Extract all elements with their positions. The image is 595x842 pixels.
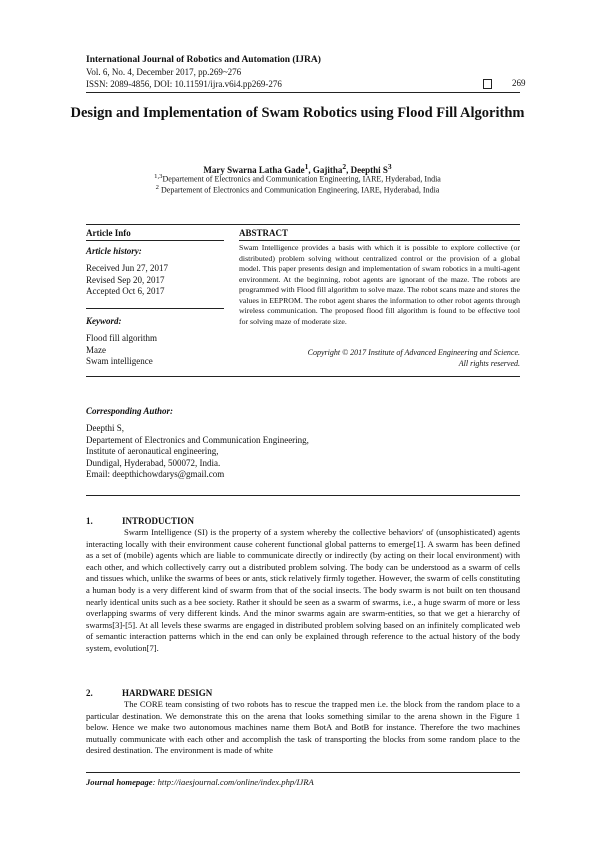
affiliation-1-sup: 1,3 [154, 173, 163, 180]
author-1-sup: 1 [304, 162, 309, 171]
section-1-title: INTRODUCTION [122, 516, 195, 526]
corresponding-dept: Departement of Electronics and Communication Engineering, [86, 434, 309, 445]
date-accepted: Accepted Oct 6, 2017 [86, 286, 165, 296]
section-2-title: HARDWARE DESIGN [122, 688, 213, 698]
author-3-sup: 3 [387, 162, 392, 171]
section-2-heading [86, 688, 212, 698]
info-top-rule [86, 224, 520, 225]
header-rule [86, 92, 520, 93]
section-1-heading [86, 516, 194, 526]
abstract-heading-rule [239, 240, 520, 241]
affiliation-2-sup: 2 [155, 184, 159, 191]
author-2-sup: 2 [342, 162, 347, 171]
corresponding-rule [86, 495, 520, 496]
affiliation-1 [60, 173, 535, 184]
date-received: Received Jun 27, 2017 [86, 263, 168, 273]
info-bottom-rule [86, 376, 520, 377]
section-1-number: 1. [86, 516, 93, 526]
corresponding-author-details [86, 423, 309, 481]
page-box-icon [483, 79, 492, 89]
journal-name: International Journal of Robotics and Automation (IJRA) [86, 55, 321, 65]
section-2-text: The CORE team consisting of two robots has to rescue the trapped men i.e. the block from the random place to a particular destination. We demonstrate this on the arena that looks something similar to the arena shown in the Figure 1 below. Hence we make two autonomous machines name them BotA and BotB for instance. Therefore the two machines mutually communicate with each other and accomplish the task of transporting the blocks from some random place to the desired destination. The environment is made of white [86, 699, 520, 756]
article-history-label: Article history: [86, 246, 142, 256]
author-2: , Gajitha [308, 165, 343, 175]
copyright [239, 347, 520, 369]
corresponding-email[interactable]: Email: deepthichowdarys@gmail.com [86, 469, 225, 480]
affiliation-2-text: Departement of Electronics and Communication Engineering, IARE, Hyderabad, India [158, 185, 440, 195]
keyword-rule [86, 308, 224, 309]
article-info-heading: Article Info [86, 228, 131, 238]
corresponding-institute: Institute of aeronautical engineering, [86, 446, 219, 457]
corresponding-author-label: Corresponding Author: [86, 406, 173, 416]
keyword-item: Swam intelligence [86, 356, 153, 366]
section-1-text: Swarm Intelligence (SI) is the property of a system whereby the collective behaviors' of (unsophisticated) agents interacting locally with their environment cause coherent functional global patterns to emerge[1]. A swarm has been defined as a set of (mobile) agents which are liable to communicate directly or indirectly (by acting on their local environment) with each other, and which collectively carry out a distributed problem solving. The body can be understood as a swarm of cells and tissues which, unlike the swarms of bees or ants, stick relatively firmly together. However, the swarm of cells constituting a human body is a very different kind of swarm from that of the social insects. The body swarm is not built on ten thousand nearly identical units such as a bee society. Rather it should be seen as a swarm of swarms, i.e., a huge swarm of more or less overlapping swarms of very different kinds. And the minor swarms again are swarm-entities, so that we get a hierarchy of swarms[3]-[5]. At all levels these swarms are engaged in distributed problem solving based on an infinitely complicated web of semantic interaction patterns which in the end can only be explained through reference to the actual history of the body system, evolution[7]. [86, 527, 520, 653]
date-revised: Revised Sep 20, 2017 [86, 274, 165, 285]
article-dates [86, 263, 168, 298]
journal-homepage [86, 777, 314, 787]
abstract-text: Swam Intelligence provides a basis with which it is possible to explore collective (or distributed) problem solving without centralized control or the provision of a global model. This paper presents design and implementation of swam robotics in a multi-agent environment. At the beginning, robot agents are ignorant of the maze. The robots are programmed with Flood fill algorithm to solve maze. The robot scans maze and stores the values in EEPROM. The robot agent shares the information to other robot agents through wireless communication. The proposed flood fill algorithm is found to be effective tool for solving maze of moderate size. [239, 243, 520, 326]
volume-line: Vol. 6, No. 4, December 2017, pp.269~276 [86, 67, 242, 77]
author-3: , Deepthi S [346, 165, 388, 175]
copyright-line-1: Copyright © 2017 Institute of Advanced Engineering and Science. [307, 348, 520, 357]
footer-url[interactable]: : http://iaesjournal.com/online/index.php/IJRA [152, 777, 314, 787]
copyright-line-2: All rights reserved. [458, 359, 520, 368]
info-heading-rule [86, 240, 224, 241]
footer-rule [86, 772, 520, 773]
section-2-number: 2. [86, 688, 93, 698]
issn-doi-line: ISSN: 2089-4856, DOI: 10.11591/ijra.v6i4.pp269-276 [86, 79, 282, 89]
page-number: 269 [512, 78, 526, 88]
keyword-item: Flood fill algorithm [86, 333, 157, 343]
paper-title: Design and Implementation of Swam Robotics using Flood Fill Algorithm [70, 105, 525, 121]
affiliation-1-text: Departement of Electronics and Communication Engineering, IARE, Hyderabad, India [162, 174, 441, 184]
author-1: Mary Swarna Latha Gade [203, 165, 305, 175]
keyword-list [86, 333, 157, 368]
abstract-heading: ABSTRACT [239, 228, 289, 238]
keyword-item: Maze [86, 344, 106, 355]
affiliation-2 [60, 184, 535, 195]
footer-label: Journal homepage [86, 777, 153, 787]
keyword-label: Keyword: [86, 316, 122, 326]
corresponding-address: Dundigal, Hyderabad, 500072, India. [86, 457, 221, 468]
corresponding-name: Deepthi S, [86, 423, 124, 433]
